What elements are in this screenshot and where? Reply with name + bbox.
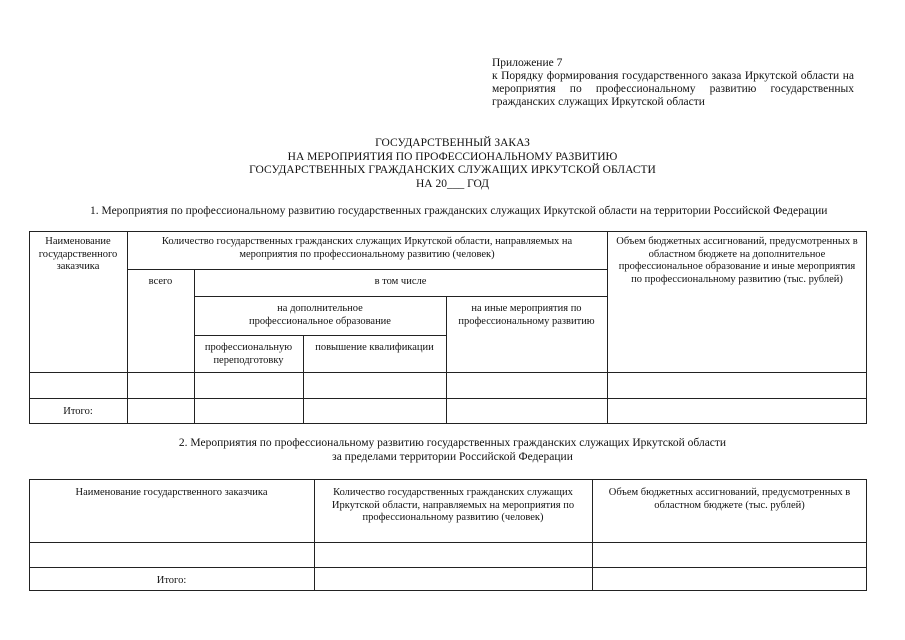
header-budget: Объем бюджетных ассигнований, предусмотренных в областном бюджете на дополнительное профессиональное образование и иные мероприятия по профессиональному развитию (тыс. рублей) bbox=[616, 236, 858, 285]
header-other-events: на иные мероприятия по профессиональному развитию bbox=[458, 303, 595, 327]
t2-header-budget: Объем бюджетных ассигнований, предусмотренных в областном бюджете (тыс. рублей) bbox=[608, 487, 851, 511]
table-1-divider bbox=[127, 269, 607, 270]
table-1-divider bbox=[194, 335, 446, 336]
header-total: всего bbox=[148, 276, 173, 287]
appendix-text: к Порядку формирования государственного заказа Иркутской области на мероприятия по профессиональному развитию государственных гражданских служащих Иркутской области bbox=[492, 70, 854, 108]
t2-total-label: Итого: bbox=[156, 575, 187, 586]
document-heading bbox=[0, 137, 905, 191]
t2-header-customer: Наименование государственного заказчика bbox=[75, 487, 268, 498]
section-2-title bbox=[0, 437, 905, 464]
heading-line-1: ГОСУДАРСТВЕННЫЙ ЗАКАЗ bbox=[375, 137, 530, 149]
header-additional-education: на дополнительное профессиональное образование bbox=[249, 303, 391, 327]
header-including: в том числе bbox=[374, 276, 427, 287]
t2-header-quantity: Количество государственных гражданских служащих Иркутской области, направляемых на мероприятия по профессиональному развитию (человек) bbox=[331, 487, 575, 523]
section-1-title: 1. Мероприятия по профессиональному развитию государственных гражданских служащих Иркутской области на территории Российской Федерации bbox=[90, 205, 828, 217]
table-1-divider bbox=[29, 372, 867, 373]
section-2-title-line-1: 2. Мероприятия по профессиональному развитию государственных гражданских служащих Иркутской области bbox=[178, 437, 727, 449]
table-2-divider bbox=[29, 567, 867, 568]
header-quantity: Количество государственных гражданских служащих Иркутской области, направляемых на мероприятия по профессиональному развитию (человек) bbox=[161, 236, 573, 260]
appendix-note bbox=[492, 57, 854, 109]
heading-line-2: НА МЕРОПРИЯТИЯ ПО ПРОФЕССИОНАЛЬНОМУ РАЗВИТИЮ bbox=[287, 150, 618, 163]
heading-line-3: ГОСУДАРСТВЕННЫХ ГРАЖДАНСКИХ СЛУЖАЩИХ ИРКУТСКОЙ ОБЛАСТИ bbox=[249, 164, 656, 176]
header-retraining: профессиональную переподготовку bbox=[204, 342, 293, 366]
section-2-title-line-2: за пределами территории Российской Федерации bbox=[332, 450, 573, 463]
appendix-title: Приложение 7 bbox=[492, 57, 563, 69]
header-qualification: повышение квалификации bbox=[315, 342, 434, 353]
table-2-divider bbox=[29, 542, 867, 543]
table-1-divider bbox=[29, 398, 867, 399]
total-label: Итого: bbox=[63, 406, 93, 417]
header-customer: Наименование государственного заказчика bbox=[38, 236, 118, 272]
table-1-divider bbox=[194, 296, 607, 297]
heading-line-4: НА 20___ ГОД bbox=[415, 177, 490, 190]
